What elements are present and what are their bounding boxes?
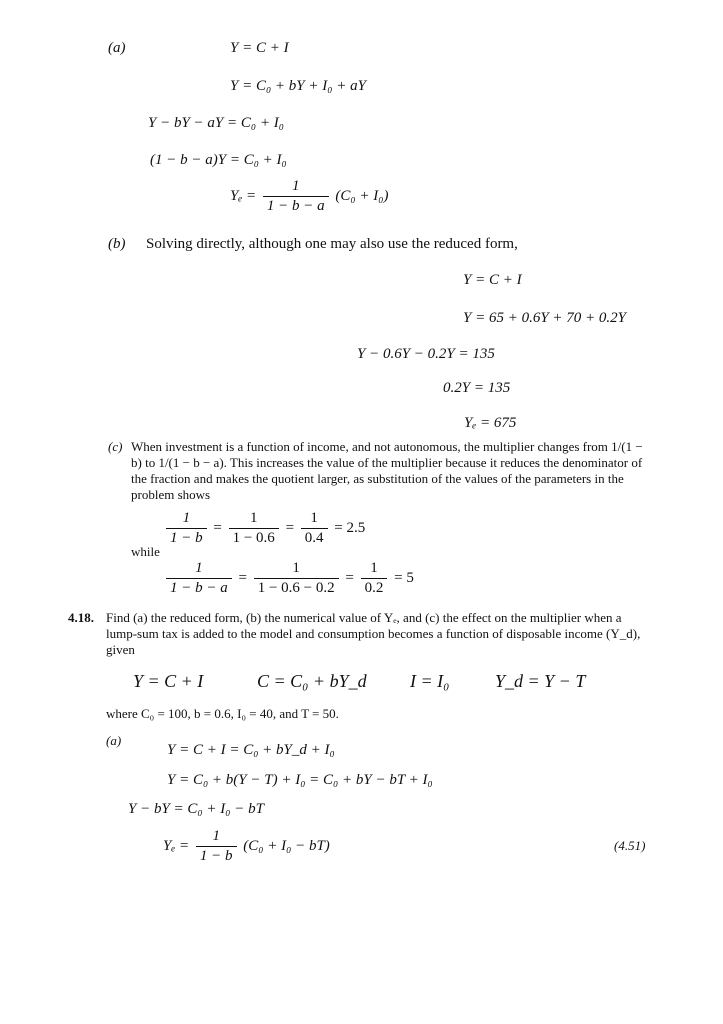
equation-line: (1 − b − a)Y = C₀ + I₀ <box>150 152 287 168</box>
fraction-numerator: 1 <box>166 560 232 579</box>
fraction-numerator: 1 <box>301 510 328 529</box>
multiplier-comparison-1 <box>163 510 365 547</box>
ye-rhs: (C₀ + I₀ − bT) <box>243 837 330 854</box>
multiplier-comparison-2 <box>163 560 414 597</box>
fraction <box>301 510 328 547</box>
ye-rhs: (C₀ + I₀) <box>335 187 389 204</box>
model-equation: C = C₀ + bY_d <box>257 671 367 691</box>
fraction-denominator: 1 − 0.6 <box>232 530 275 546</box>
equation-line: Y = C₀ + bY + I₀ + aY <box>230 78 366 94</box>
fraction <box>254 560 339 597</box>
equation-line: Y − 0.6Y − 0.2Y = 135 <box>357 346 495 362</box>
result-value: = 5 <box>394 569 414 586</box>
equals-sign: = <box>345 569 354 586</box>
fraction-denominator: 1 − b <box>170 530 203 546</box>
fraction-numerator: 1 <box>229 510 279 529</box>
equals-sign: = <box>213 519 222 536</box>
while-text: while <box>131 544 160 559</box>
part-b1-label: (b) <box>108 236 126 252</box>
fraction-numerator: 1 <box>254 560 339 579</box>
model-equation: I = I₀ <box>410 671 450 691</box>
equation-number: (4.51) <box>614 838 646 853</box>
equation-line: 0.2Y = 135 <box>443 380 511 396</box>
multiplier-fraction <box>196 828 237 865</box>
part-a2-label: (a) <box>106 733 122 748</box>
equals-sign: = <box>238 569 247 586</box>
multiplier-fraction <box>263 178 329 215</box>
fraction-denominator: 0.2 <box>364 580 384 596</box>
problem-number: 4.18. <box>68 610 94 625</box>
equation-line: Y = 65 + 0.6Y + 70 + 0.2Y <box>463 310 627 326</box>
fraction-denominator: 1 − b <box>199 848 233 864</box>
equation-line: Y − bY − aY = C₀ + I₀ <box>148 115 284 131</box>
part-c1-text: When investment is a function of income, and not autonomous, the multiplier changes from 1/(1 − b) to 1/(1 − b − a). This increases the value of the multiplier because it reduces the denominator of the fraction and makes the quotient larger, as substitution of the values of the parameters in the problem shows <box>131 439 643 502</box>
equation-line: Y = C + I <box>230 40 289 56</box>
equation-line: Y = C + I <box>463 272 522 288</box>
ye-lhs: Yₑ = <box>230 187 257 204</box>
equation-line: Y − bY = C₀ + I₀ − bT <box>128 801 264 817</box>
equation-line: Y = C + I = C₀ + bY_d + I₀ <box>167 742 335 758</box>
fraction <box>361 560 388 597</box>
fraction <box>166 560 232 597</box>
fraction-denominator: 1 − 0.6 − 0.2 <box>257 580 335 596</box>
part-b1-text: Solving directly, although one may also use the reduced form, <box>146 236 518 252</box>
ye-reduced-form <box>230 178 388 215</box>
model-equation: Y_d = Y − T <box>495 671 586 691</box>
fraction-numerator: 1 <box>263 178 329 197</box>
equation-line: Y = C₀ + b(Y − T) + I₀ = C₀ + bY − bT + I₀ <box>167 772 433 788</box>
fraction-numerator: 1 <box>166 510 207 529</box>
fraction-denominator: 1 − b − a <box>170 580 228 596</box>
part-a1-label: (a) <box>108 40 126 56</box>
fraction <box>166 510 207 547</box>
equation-line: Yₑ = 675 <box>464 415 517 431</box>
result-value: = 2.5 <box>334 519 366 536</box>
fraction-denominator: 0.4 <box>304 530 324 546</box>
ye-lhs: Yₑ = <box>163 837 190 854</box>
fraction <box>229 510 279 547</box>
part-c1-label: (c) <box>108 439 123 454</box>
fraction-numerator: 1 <box>361 560 388 579</box>
ye-reduced-form <box>163 828 330 865</box>
model-equation: Y = C + I <box>133 671 204 691</box>
fraction-numerator: 1 <box>196 828 237 847</box>
equals-sign: = <box>285 519 295 536</box>
parameter-values: where C₀ = 100, b = 0.6, I₀ = 40, and T = 50. <box>106 706 339 721</box>
problem-text: Find (a) the reduced form, (b) the numerical value of Yₑ, and (c) the effect on the multiplier when a lump-sum tax is added to the model and consumption becomes a function of disposable income (Y_d), given <box>106 610 641 657</box>
fraction-denominator: 1 − b − a <box>266 198 325 214</box>
